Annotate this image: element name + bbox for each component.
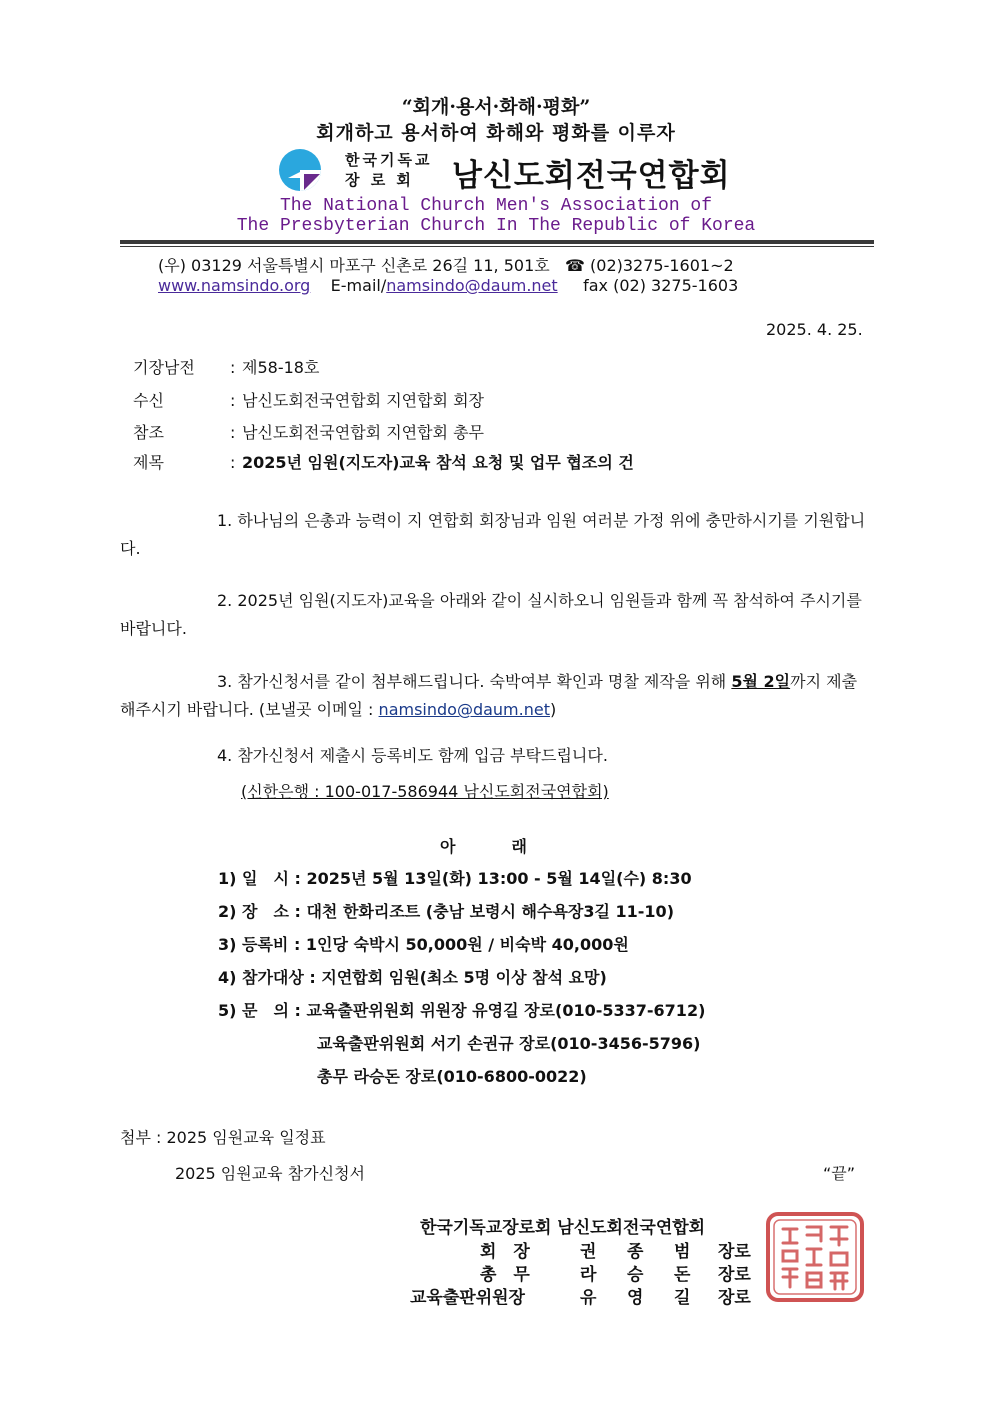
church-logo-icon [278, 148, 322, 192]
detail-contact-3: 총무 라승돈 장로(010-6800-0022) [317, 1067, 587, 1086]
document-date: 2025. 4. 25. [766, 320, 863, 339]
signature-name-char: 승 [627, 1265, 644, 1285]
attachment-1: 첨부 : 2025 임원교육 일정표 [120, 1128, 326, 1147]
field-recipient: 수신 : 남신도회전국연합회 지연합회 회장 [133, 391, 485, 410]
paragraph-3: 3. 참가신청서를 같이 첨부해드립니다. 숙박여부 확인과 명찰 제작을 위해 5월 2일까지 제출해주시기 바랍니다. (보낼곳 이메일 : namsindo@daum.net) [120, 672, 858, 719]
signature-name-char: 범 [674, 1242, 691, 1262]
english-name-line1: The National Church Men's Association of [279, 196, 713, 216]
section-heading-below: 아래 [440, 837, 583, 856]
paragraph-4: 4. 참가신청서 제출시 등록비도 함께 입금 부탁드립니다. [217, 746, 608, 765]
signature-name-char: 길 [674, 1288, 691, 1308]
signature-title-education: 교육출판위원장 [410, 1288, 525, 1308]
field-reference: 참조 : 남신도회전국연합회 지연합회 총무 [133, 423, 485, 442]
detail-fee: 3) 등록비 : 1인당 숙박시 50,000원 / 비숙박 40,000원 [218, 935, 629, 954]
header-rule-thin [120, 246, 874, 247]
org-name-small: 한국기독교 장 로 회 [345, 151, 433, 189]
phone-icon: ☎ [564, 256, 585, 275]
paragraph-2: 2. 2025년 임원(지도자)교육을 아래와 같이 실시하오니 임원들과 함께 꼭 참석하여 주시기를 바랍니다. [120, 591, 862, 638]
header-rule [120, 240, 874, 244]
motto-title: “회개·용서·화해·평화” [401, 96, 591, 118]
detail-location: 2) 장 소 : 대천 한화리조트 (충남 보령시 해수욕장3길 11-10) [218, 902, 675, 921]
detail-contact-2: 교육출판위원회 서기 손권규 장로(010-3456-5796) [317, 1034, 701, 1053]
address-line: (우) 03129 서울특별시 마포구 신촌로 26길 11, 501호 ☎ (02)3275-1601~2 [158, 256, 734, 275]
signature-title-secretary: 총 무 [480, 1265, 530, 1285]
deadline: 5월 2일 [731, 672, 791, 691]
signature-name-char: 영 [627, 1288, 644, 1308]
field-subject: 제목 : 2025년 임원(지도자)교육 참석 요청 및 업무 협조의 건 [133, 453, 634, 472]
signature-name-char: 라 [580, 1265, 597, 1285]
signature-org: 한국기독교장로회 남신도회전국연합회 [420, 1218, 706, 1238]
submit-email-link[interactable]: namsindo@daum.net [378, 700, 550, 719]
signature-name-char: 돈 [674, 1265, 691, 1285]
email-link[interactable]: namsindo@daum.net [386, 276, 558, 295]
detail-datetime: 1) 일 시 : 2025년 5월 13일(화) 13:00 - 5월 14일(수) 8:30 [218, 869, 692, 888]
signature-suffix: 장로 [718, 1265, 751, 1285]
field-doc-number: 기장남전 : 제58-18호 [133, 358, 320, 377]
english-name-line2: The Presbyterian Church In The Republic of Korea [236, 216, 756, 236]
attachment-2: 2025 임원교육 참가신청서 [175, 1164, 365, 1183]
motto-line: 회개하고 용서하여 화해와 평화를 이루자 [316, 122, 676, 144]
contact-line: www.namsindo.org E-mail/namsindo@daum.net fax (02) 3275-1603 [158, 276, 739, 295]
official-seal-icon [765, 1211, 865, 1303]
signature-name-char: 종 [627, 1242, 644, 1262]
signature-name-char: 권 [580, 1242, 597, 1262]
signature-suffix: 장로 [718, 1288, 751, 1308]
signature-title-president: 회 장 [480, 1242, 530, 1262]
detail-target: 4) 참가대상 : 지연합회 임원(최소 5명 이상 참석 요망) [218, 968, 607, 987]
website-link[interactable]: www.namsindo.org [158, 276, 311, 295]
bank-account: (신한은행 : 100-017-586944 남신도회전국연합회) [241, 782, 609, 801]
detail-contact: 5) 문 의 : 교육출판위원회 위원장 유영길 장로(010-5337-6712) [218, 1001, 706, 1020]
end-mark: “끝” [823, 1164, 856, 1183]
signature-suffix: 장로 [718, 1242, 751, 1262]
signature-name-char: 유 [580, 1288, 597, 1308]
org-name: 남신도회전국연합회 [452, 158, 731, 194]
paragraph-1: 1. 하나님의 은총과 능력이 지 연합회 회장님과 임원 여러분 가정 위에 충만하시기를 기원합니다. [120, 511, 866, 558]
